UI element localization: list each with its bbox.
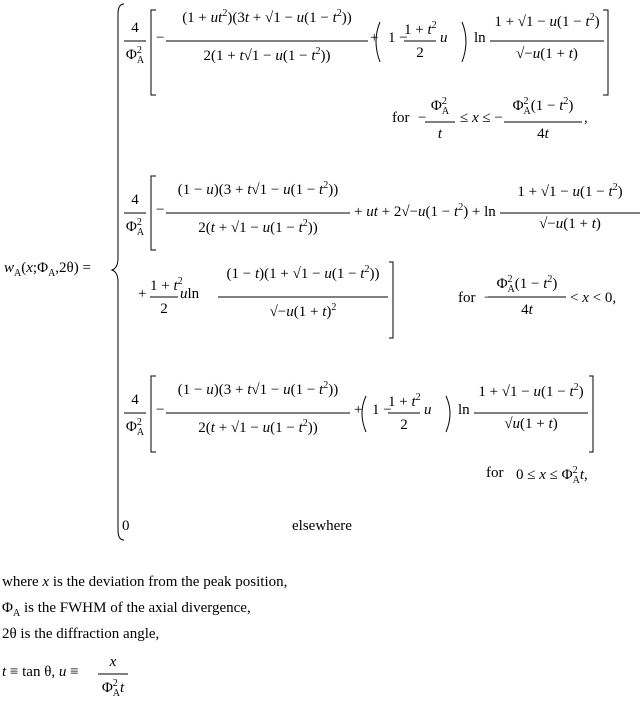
lhs: $w_A(x;\Phi_A,2\theta)$ = xyxy=(4,260,91,279)
note-deviation: where x is the deviation from the peak position, xyxy=(2,574,288,590)
note-fwhm: $\Phi_A$ is the FWHM of the axial divergence, xyxy=(2,600,251,619)
note-angle: 2θ is the diffraction angle, xyxy=(2,626,160,642)
big-brace xyxy=(112,4,124,540)
case1-condition-for: for xyxy=(392,110,410,126)
note-definitions: t ≡ tan θ, u ≡ xyxy=(2,664,79,680)
case1-log-den: √−u(1 + t) xyxy=(516,46,578,62)
elsewhere-value: 0 xyxy=(122,518,130,534)
case2-condition-for: for xyxy=(458,290,476,306)
case1-log-num: $1 + √1 - u(1 - t^2)$ xyxy=(494,12,600,30)
case1-term1-num: $(1 + ut^2)(3t + √1 - u(1 - t^2))$ xyxy=(182,8,352,26)
case1-term1-den: $2(1 + t√1 - u(1 - t^2))$ xyxy=(203,46,331,64)
elsewhere-label: elsewhere xyxy=(292,518,352,534)
case3-condition-for: for xyxy=(486,465,504,481)
